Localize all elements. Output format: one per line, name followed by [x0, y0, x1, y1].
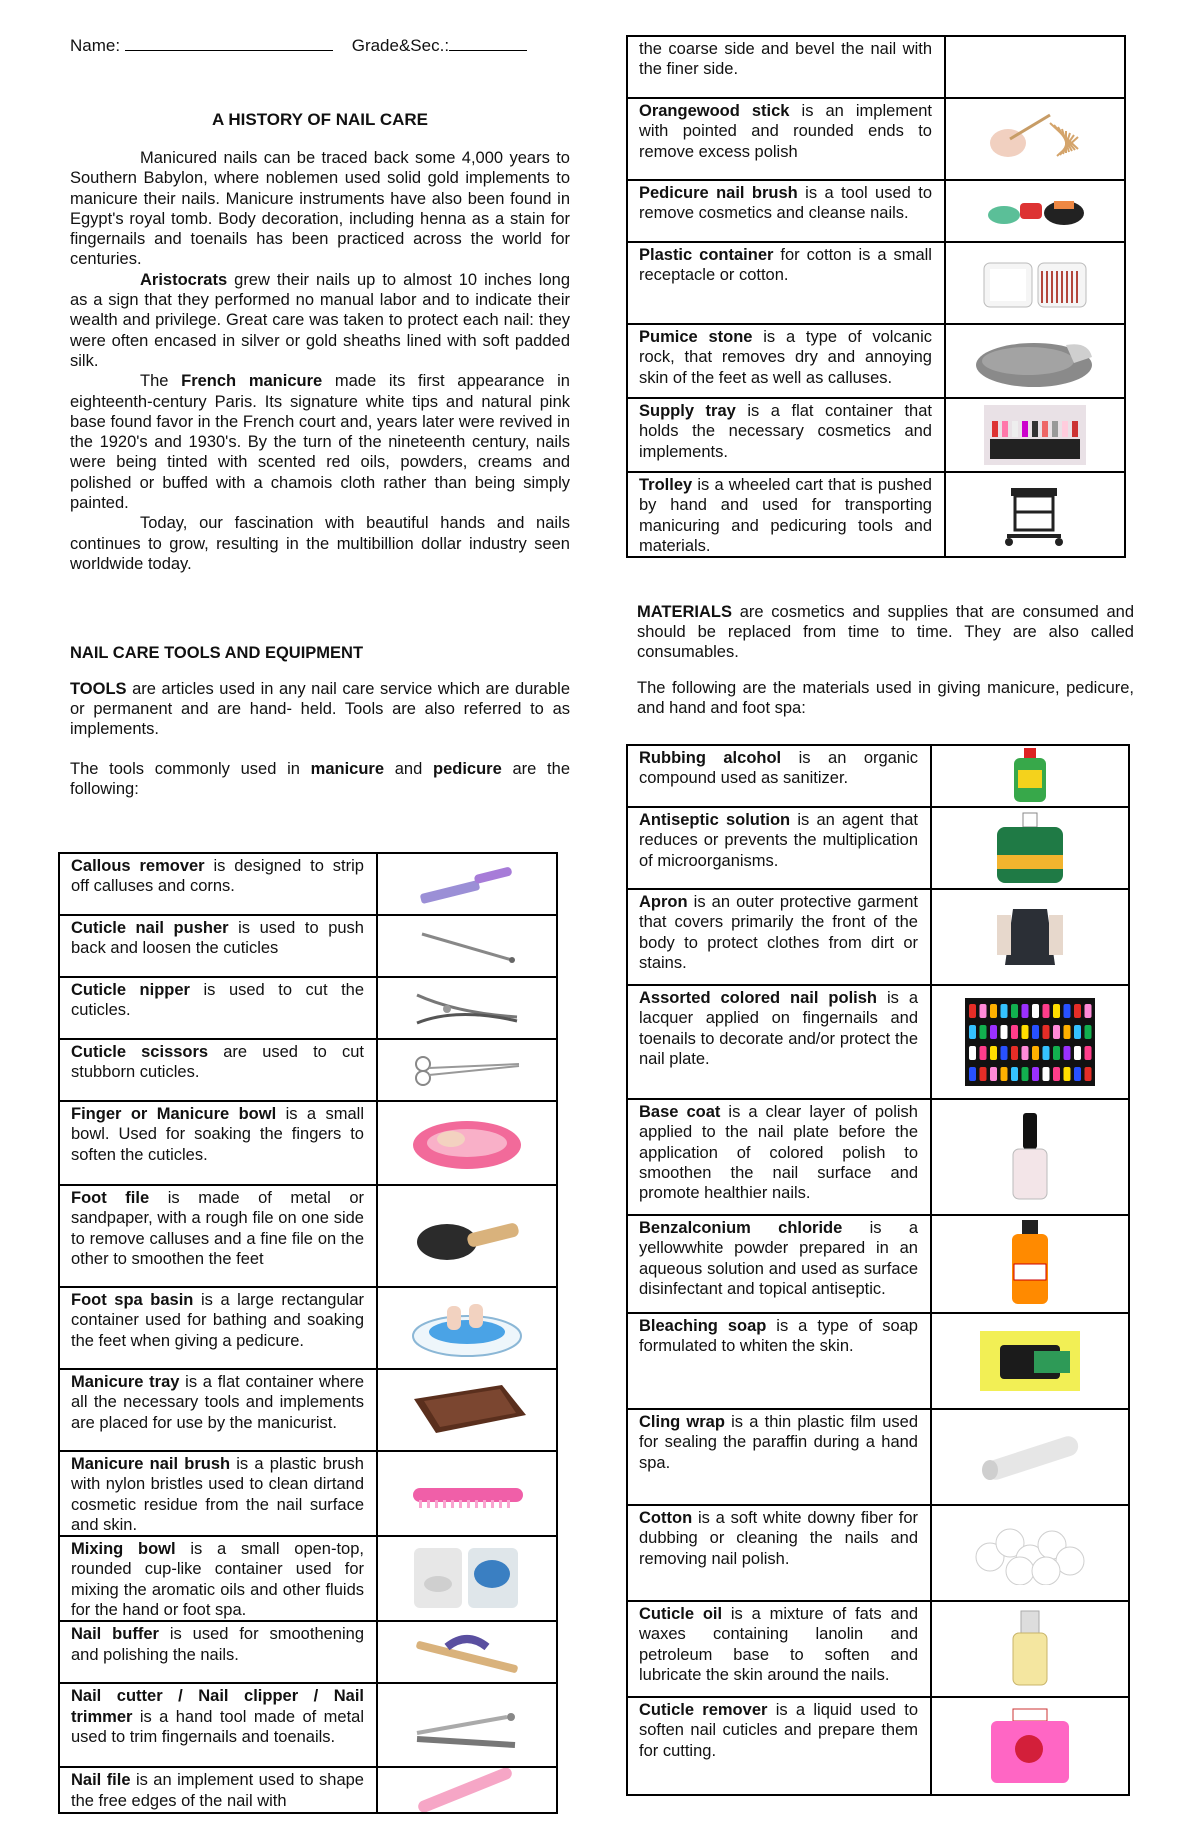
term: Nail cutter / Nail clipper / Nail trimmer [71, 1687, 364, 1726]
image-cell [931, 1505, 1129, 1601]
nail-clipper-icon [378, 1693, 556, 1757]
term-description-cell [59, 1767, 377, 1813]
table-row [59, 1369, 557, 1451]
grade-blank[interactable] [449, 36, 527, 51]
term-description-cell [627, 98, 945, 180]
table-row [59, 1536, 557, 1621]
term: Pedicure nail brush [639, 184, 798, 202]
tools-table-right [626, 35, 1126, 558]
definition: is a clear layer of polish applied to the nail plate before the application of colored polish to smoothen the nail surface and promote healthier nails. [639, 1103, 918, 1203]
term-description-cell [627, 1601, 931, 1697]
rubbing-alcohol-icon [932, 746, 1128, 806]
table-row [627, 98, 1125, 180]
definition: is a wheeled cart that is pushed by hand and used for transporting manicuring and pedicuring tools and materials. [639, 476, 932, 555]
table-row [627, 472, 1125, 557]
term: Cuticle remover [639, 1701, 768, 1719]
table-row [627, 324, 1125, 398]
tools-definition [70, 679, 570, 739]
name-blank[interactable] [125, 36, 333, 51]
apron-icon [932, 905, 1128, 969]
common-mid: and [384, 760, 433, 778]
term-description-cell [59, 977, 377, 1039]
term: Cuticle nail pusher [71, 919, 229, 937]
history-paragraph-3-pre: The [140, 372, 182, 391]
definition: is a lacquer applied on fingernails and toenails to decorate and/or protect the nail plate. [639, 989, 919, 1068]
cuticle-oil-icon [932, 1609, 1128, 1689]
image-cell [377, 1451, 557, 1536]
table-row [59, 1039, 557, 1101]
term-description-cell [59, 1185, 377, 1287]
table-row [59, 1451, 557, 1536]
image-cell [377, 1101, 557, 1185]
image-cell [377, 1369, 557, 1451]
image-cell [931, 1601, 1129, 1697]
foot-spa-basin-icon [378, 1296, 556, 1360]
term: Finger or Manicure bowl [71, 1105, 277, 1123]
base-coat-icon [932, 1111, 1128, 1203]
cuticle-scissors-icon [378, 1050, 556, 1090]
term-description-cell [627, 807, 931, 889]
definition: are used to cut stubborn cuticles. [71, 1043, 364, 1082]
image-cell [931, 985, 1129, 1099]
term: Plastic container [639, 246, 774, 264]
antiseptic-solution-icon [932, 811, 1128, 885]
term: Supply tray [639, 402, 736, 420]
table-row [627, 398, 1125, 472]
history-paragraph-2-text: grew their nails up to almost 10 inches long as a sign that they performed no manual labor and to indicate their wealth and privilege. Great care was taken to protect each nail: they were often encased in silver or gold sheaths lined with soft padded silk. [70, 270, 570, 370]
definition: is a tool used to remove cosmetics and cleanse nails. [639, 184, 932, 223]
table-row [59, 1101, 557, 1185]
term: Manicure nail brush [71, 1455, 231, 1473]
cuticle-nipper-icon [378, 983, 556, 1033]
term: Cling wrap [639, 1413, 725, 1431]
term-description-cell [59, 1287, 377, 1369]
table-row [627, 1601, 1129, 1697]
table-row [627, 807, 1129, 889]
manicure-bowl-icon [378, 1113, 556, 1173]
term-description-cell [59, 1039, 377, 1101]
definition: is used to push back and loosen the cuticles [71, 919, 364, 958]
materials-following: The following are the materials used in giving manicure, pedicure, and hand and foot spa: [637, 679, 1134, 717]
tools-section [70, 644, 570, 799]
term: Orangewood stick [639, 102, 790, 120]
image-cell [945, 180, 1125, 242]
definition: is made of metal or sandpaper, with a rough file on one side to remove calluses and a fine file on the other to smoothen the feet [71, 1189, 365, 1268]
table-row [627, 1313, 1129, 1409]
cuticle-pusher-icon [378, 926, 556, 966]
term: Trolley [639, 476, 693, 494]
image-cell [931, 745, 1129, 807]
image-cell [377, 853, 557, 915]
image-cell [931, 1215, 1129, 1313]
image-cell [931, 1697, 1129, 1795]
term: Antiseptic solution [639, 811, 791, 829]
history-paragraph-1: Manicured nails can be traced back some 4,000 years to Southern Babylon, where noblemen used solid gold implements to manicure their nails. Manicure instruments have also been found in Egypt's royal tomb. Body decoration, including henna as a stain for fingernails and toenails has been practiced across the world for centuries. [70, 149, 570, 269]
table-row [627, 985, 1129, 1099]
table-row [59, 853, 557, 915]
table-row [627, 242, 1125, 324]
definition: is a thin plastic film used for sealing the paraffin during a hand spa. [639, 1413, 918, 1472]
term-description-cell [627, 889, 931, 985]
term: Base coat [639, 1103, 721, 1121]
image-cell [945, 36, 1125, 98]
image-cell [931, 807, 1129, 889]
term-description-cell [627, 180, 945, 242]
image-cell [945, 472, 1125, 557]
image-cell [377, 1621, 557, 1683]
definition: is a small bowl. Used for soaking the fingers to soften the cuticles. [71, 1105, 364, 1164]
term-description-cell [627, 324, 945, 398]
term-description-cell [627, 242, 945, 324]
definition: is an outer protective garment that covers primarily the front of the body to protect clothes from dirt or stains. [639, 893, 918, 972]
term: Cotton [639, 1509, 693, 1527]
orangewood-stick-icon [946, 109, 1124, 169]
materials-section [637, 602, 1134, 718]
foot-file-icon [378, 1206, 556, 1266]
definition: is used for smoothening and polishing the nails. [71, 1625, 364, 1664]
term-description-cell [627, 36, 945, 98]
history-paragraph-3-text: made its first appearance in eighteenth-century Paris. Its signature white tips and natural pink base found favor in the French court and, years later were revived in the 1920's and 1930's. By the turn of the nineteenth century, nails were being tinted with scented red oils, powders, creams and polished or buffed with a chamois cloth rather than being simply painted. [70, 372, 570, 513]
term-description-cell [59, 1101, 377, 1185]
image-cell [377, 1039, 557, 1101]
definition: is a yellowwhite powder prepared in an aqueous solution and used as surface disinfectant and topical antiseptic. [639, 1219, 918, 1298]
nail-polish-rack-icon [932, 998, 1128, 1086]
image-cell [377, 1683, 557, 1767]
definition: is a plastic brush with nylon bristles used to clean dirtand cosmetic residue from the nail surface and skin. [71, 1455, 364, 1534]
aristocrats-term: Aristocrats [140, 270, 228, 289]
manicure-tray-icon [378, 1375, 556, 1445]
definition: is a flat container where all the necessary tools and implements are placed for use by the manicurist. [71, 1373, 364, 1432]
definition: is used to cut the cuticles. [71, 981, 365, 1020]
table-row [59, 1621, 557, 1683]
image-cell [945, 398, 1125, 472]
term-description-cell [627, 398, 945, 472]
term-description-cell [627, 1099, 931, 1215]
french-manicure-term: French manicure [181, 372, 323, 391]
term-description-cell [627, 1215, 931, 1313]
term-description-cell [627, 1505, 931, 1601]
definition: is a large rectangular container used for bathing and soaking the feet when giving a pedicure. [71, 1291, 364, 1350]
manicure-term: manicure [310, 760, 385, 778]
term: Nail buffer [71, 1625, 159, 1644]
term: Cuticle scissors [71, 1043, 209, 1061]
pumice-stone-icon [946, 331, 1124, 391]
cuticle-remover-icon [932, 1707, 1128, 1785]
term-description-cell [627, 745, 931, 807]
history-paragraph-4: Today, our fascination with beautiful hands and nails continues to grow, resulting in the multibillion dollar industry seen worldwide today. [70, 514, 570, 573]
tools-common-intro [70, 759, 570, 799]
term: Manicure tray [71, 1373, 180, 1391]
term-description-cell [627, 472, 945, 557]
image-cell [377, 977, 557, 1039]
table-row [627, 1697, 1129, 1795]
image-cell [931, 889, 1129, 985]
common-post: are the following: [70, 760, 570, 798]
image-cell [377, 1185, 557, 1287]
table-row [59, 1287, 557, 1369]
table-row [627, 1505, 1129, 1601]
term-description-cell [59, 1621, 377, 1683]
term: Foot spa basin [71, 1291, 194, 1309]
table-row [627, 1099, 1129, 1215]
pedicure-brush-icon [946, 191, 1124, 231]
image-cell [377, 1767, 557, 1813]
term-description-cell [627, 1313, 931, 1409]
definition: is a small open-top, rounded cup-like container used for mixing the aromatic oils and other fluids for the hand or foot spa. [71, 1540, 364, 1620]
definition: is a flat container that holds the necessary cosmetics and implements. [639, 402, 932, 461]
term: Assorted colored nail polish [639, 989, 877, 1007]
term: Foot file [71, 1189, 150, 1207]
image-cell [945, 242, 1125, 324]
nail-file-icon [378, 1768, 556, 1812]
term: Pumice stone [639, 328, 753, 346]
materials-term: MATERIALS [637, 603, 733, 621]
term: Nail file [71, 1771, 131, 1790]
image-cell [931, 1313, 1129, 1409]
plastic-container-icon [946, 255, 1124, 311]
nail-buffer-icon [378, 1627, 556, 1677]
cling-wrap-icon [932, 1430, 1128, 1484]
callus-remover-icon [378, 857, 556, 911]
definition: is an implement with pointed and rounded ends to remove excess polish [639, 102, 933, 161]
pedicure-term: pedicure [433, 760, 502, 778]
term-description-cell [627, 985, 931, 1099]
grade-label: Grade&Sec.: [351, 36, 450, 55]
term: Cuticle oil [639, 1605, 723, 1623]
tools-table-left [58, 852, 558, 1814]
bleaching-soap-icon [932, 1331, 1128, 1391]
common-pre: The tools commonly used in [70, 760, 311, 778]
term: Benzalconium chloride [639, 1219, 843, 1237]
definition: is an agent that reduces or prevents the multiplication of microorganisms. [639, 811, 919, 870]
table-row [59, 1185, 557, 1287]
benzalconium-chloride-icon [932, 1218, 1128, 1310]
name-grade-line [70, 36, 527, 56]
term: Rubbing alcohol [639, 749, 782, 767]
table-row [59, 977, 557, 1039]
definition: is a hand tool made of metal used to trim fingernails and toenails. [71, 1707, 364, 1746]
definition: is a liquid used to soften nail cuticles and prepare them for cutting. [639, 1701, 918, 1760]
table-row [627, 1215, 1129, 1313]
definition: is designed to strip off calluses and corns. [71, 857, 364, 896]
term: Cuticle nipper [71, 981, 190, 999]
table-row [627, 889, 1129, 985]
definition: is an implement used to shape the free edges of the nail with [71, 1771, 364, 1810]
table-row [59, 915, 557, 977]
term: Mixing bowl [71, 1540, 176, 1559]
trolley-icon [946, 482, 1124, 548]
definition: the coarse side and bevel the nail with the finer side. [639, 40, 932, 79]
tools-section-title: NAIL CARE TOOLS AND EQUIPMENT [70, 644, 364, 662]
term-description-cell [59, 853, 377, 915]
cotton-icon [932, 1521, 1128, 1585]
definition: is a mixture of fats and waxes containing lanolin and petroleum base to soften and lubricate the skin around the nails. [639, 1605, 919, 1684]
term: Bleaching soap [639, 1317, 767, 1335]
mixing-bowl-icon [378, 1544, 556, 1614]
history-paragraph-2 [70, 270, 570, 371]
materials-definition [637, 602, 1134, 662]
image-cell [931, 1409, 1129, 1505]
table-row [627, 745, 1129, 807]
history-paragraph-3 [70, 371, 570, 513]
term-description-cell [627, 1697, 931, 1795]
nail-brush-icon [378, 1474, 556, 1514]
definition: for cotton is a small receptacle or cotton. [639, 246, 932, 285]
image-cell [377, 915, 557, 977]
history-title: A HISTORY OF NAIL CARE [212, 110, 428, 129]
table-row [59, 1683, 557, 1767]
definition: is an organic compound used as sanitizer. [639, 749, 918, 788]
materials-table [626, 744, 1130, 1796]
tools-definition-text: are articles used in any nail care service which are durable or permanent and are hand- held. Tools are also referred to as implements. [70, 680, 570, 738]
term-description-cell [59, 1683, 377, 1767]
supply-tray-icon [946, 401, 1124, 469]
image-cell [945, 324, 1125, 398]
term: Apron [639, 893, 688, 911]
term-description-cell [627, 1409, 931, 1505]
name-label: Name: [70, 36, 121, 55]
table-row [627, 1409, 1129, 1505]
tools-term: TOOLS [70, 680, 127, 698]
materials-definition-text: are cosmetics and supplies that are consumed and should be replaced from time to time. They are also called consumables. [637, 603, 1134, 661]
term-description-cell [59, 1536, 377, 1621]
term-description-cell [59, 1369, 377, 1451]
image-cell [931, 1099, 1129, 1215]
term-description-cell [59, 915, 377, 977]
table-row [627, 36, 1125, 98]
image-cell [945, 98, 1125, 180]
image-cell [377, 1536, 557, 1621]
definition: is a soft white downy fiber for dubbing or cleaning the nails and removing nail polish. [639, 1509, 918, 1568]
history-essay [70, 148, 570, 574]
term-description-cell [59, 1451, 377, 1536]
table-row [59, 1767, 557, 1813]
table-row [627, 180, 1125, 242]
term: Callous remover [71, 857, 205, 875]
definition: is a type of volcanic rock, that removes dry and annoying skin of the feet as well as calluses. [639, 328, 932, 387]
definition: is a type of soap formulated to whiten the skin. [639, 1317, 918, 1356]
image-cell [377, 1287, 557, 1369]
